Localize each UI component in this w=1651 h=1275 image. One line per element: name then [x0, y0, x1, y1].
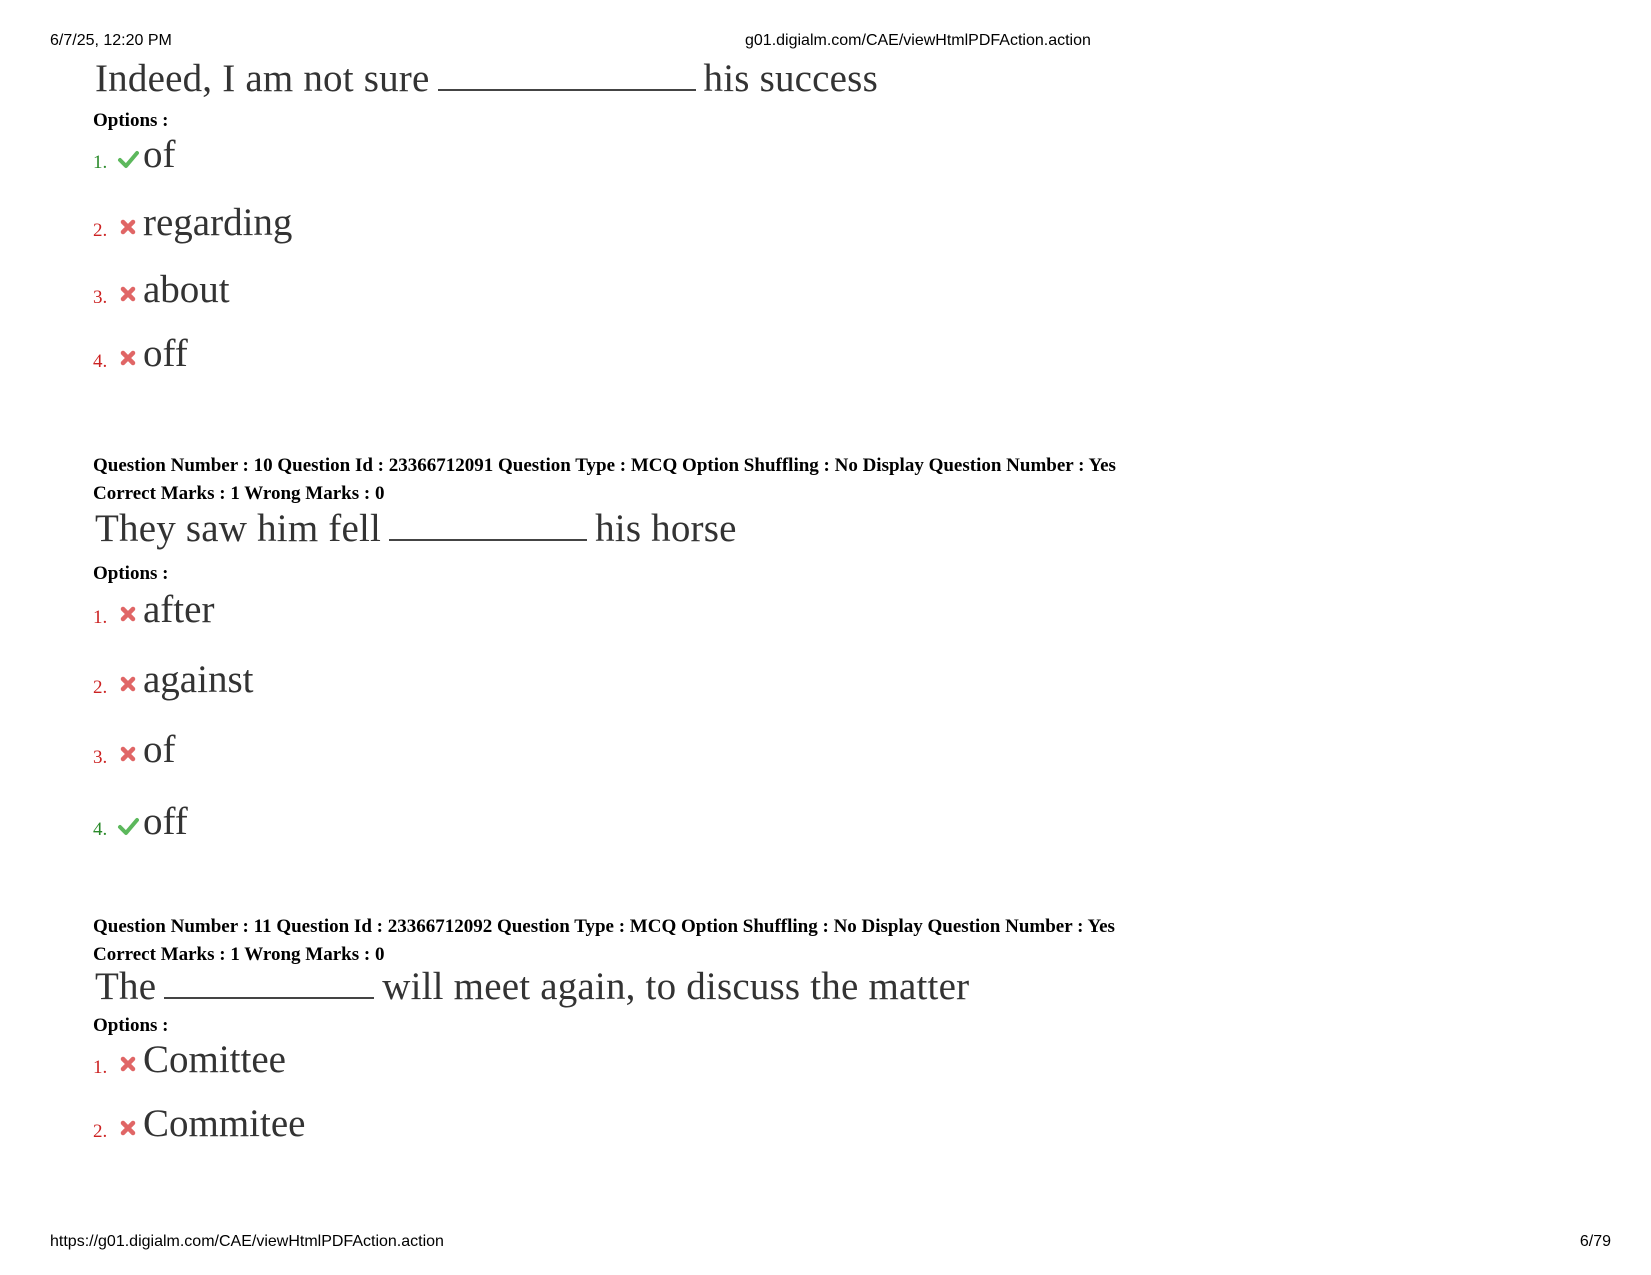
option-item [93, 135, 176, 174]
option-item [93, 730, 176, 769]
stem-text-after: will meet again, to discuss the matter [382, 965, 970, 1008]
cross-icon [117, 603, 139, 625]
option-number: 4. [93, 819, 108, 840]
options-label: Options : [93, 110, 169, 131]
options-label: Options : [93, 1015, 169, 1036]
page-number: 6/79 [1579, 1233, 1611, 1250]
checkmark-icon [117, 815, 139, 837]
question-stem [95, 964, 969, 1009]
option-number: 3. [93, 287, 108, 308]
cross-icon [117, 216, 139, 238]
question-stem [95, 56, 878, 101]
question-meta: Question Number : 11 Question Id : 23366712092 Question Type : MCQ Option Shuffling : No Display Question Number : Yes [93, 916, 1115, 937]
option-item [93, 802, 188, 841]
stem-text-before: Indeed, I am not sure [95, 57, 430, 100]
option-item [93, 1040, 286, 1079]
option-text: of [143, 728, 176, 771]
option-item [93, 203, 292, 242]
option-item [93, 660, 253, 699]
cross-icon [117, 283, 139, 305]
cross-icon [117, 673, 139, 695]
answer-blank [438, 59, 696, 91]
option-item [93, 1104, 305, 1143]
option-text: Commitee [143, 1102, 306, 1145]
option-text: after [143, 588, 215, 631]
option-text: about [143, 268, 230, 311]
option-text: off [143, 332, 188, 375]
cross-icon [117, 1117, 139, 1139]
option-number: 1. [93, 607, 108, 628]
option-item [93, 270, 230, 309]
options-label: Options : [93, 563, 169, 584]
print-header-datetime: 6/7/25, 12:20 PM [50, 32, 172, 49]
question-marks: Correct Marks : 1 Wrong Marks : 0 [93, 944, 385, 965]
print-footer-url: https://g01.digialm.com/CAE/viewHtmlPDFAction.action [50, 1233, 444, 1250]
answer-blank [389, 509, 587, 541]
question-meta: Question Number : 10 Question Id : 23366712091 Question Type : MCQ Option Shuffling : No Display Question Number : Yes [93, 455, 1116, 476]
checkmark-icon [117, 148, 139, 170]
question-stem [95, 506, 737, 551]
stem-text-before: The [95, 965, 157, 1008]
option-text: off [143, 800, 188, 843]
option-number: 2. [93, 677, 108, 698]
option-text: regarding [143, 201, 293, 244]
stem-text-before: They saw him fell [95, 507, 382, 550]
option-text: Comittee [143, 1038, 286, 1081]
answer-blank [164, 967, 374, 999]
option-item [93, 590, 214, 629]
question-marks: Correct Marks : 1 Wrong Marks : 0 [93, 483, 385, 504]
stem-text-after: his horse [595, 507, 737, 550]
option-number: 4. [93, 351, 108, 372]
option-item [93, 334, 188, 373]
option-number: 1. [93, 1057, 108, 1078]
cross-icon [117, 743, 139, 765]
option-number: 2. [93, 220, 108, 241]
option-number: 1. [93, 152, 108, 173]
option-number: 2. [93, 1121, 108, 1142]
print-header-url: g01.digialm.com/CAE/viewHtmlPDFAction.action [745, 32, 1091, 49]
option-text: of [143, 133, 176, 176]
stem-text-after: his success [703, 57, 878, 100]
option-number: 3. [93, 747, 108, 768]
option-text: against [143, 658, 254, 701]
cross-icon [117, 347, 139, 369]
cross-icon [117, 1053, 139, 1075]
